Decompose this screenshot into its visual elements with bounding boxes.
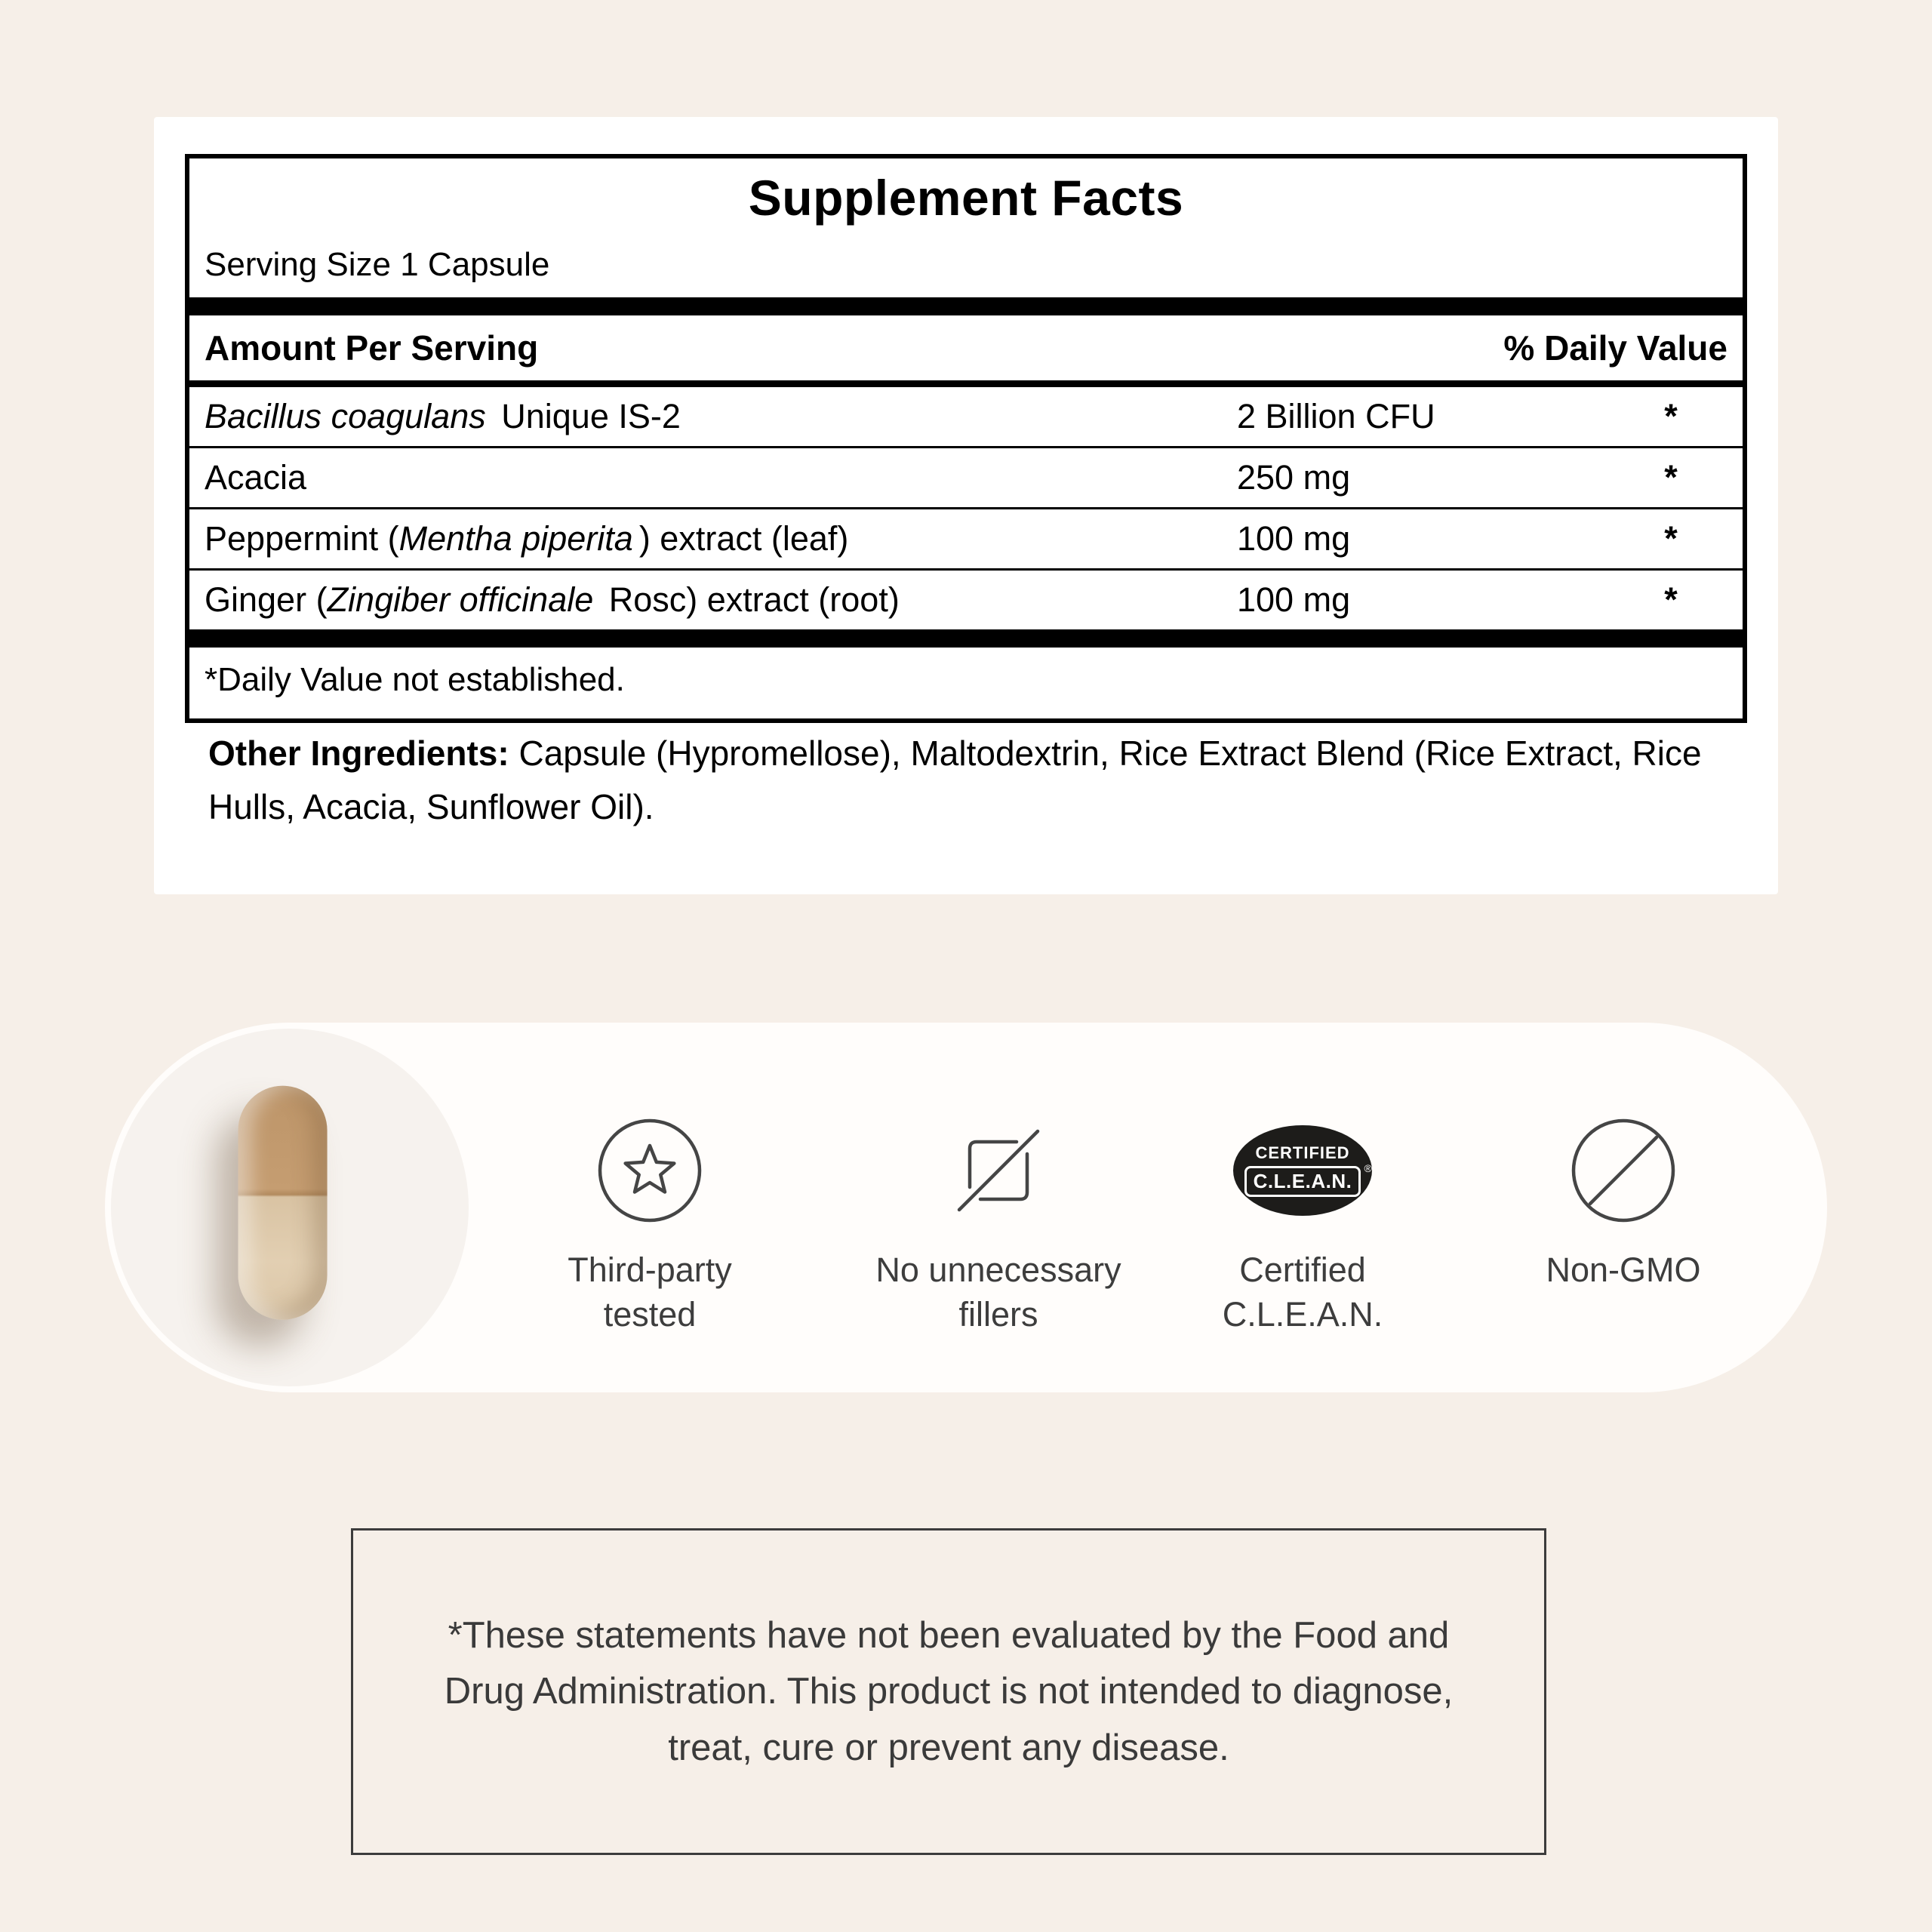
divider-thick-top (189, 297, 1743, 315)
feature-certified-clean (1201, 1112, 1404, 1337)
badge-clean-text: C.L.E.A.N. ® (1244, 1166, 1361, 1197)
divider-header (189, 380, 1743, 387)
ingredient-amount: 100 mg (1237, 519, 1351, 558)
star-circle-icon (596, 1112, 703, 1229)
ingredient-daily-value: * (1664, 580, 1678, 619)
ingredient-amount: 100 mg (1237, 580, 1351, 619)
ingredient-row (189, 387, 1743, 446)
supplement-facts-panel (185, 154, 1747, 723)
other-ingredients-text: Capsule (Hypromellose), Maltodextrin, Rice Extract Blend (Rice Extract, Rice Hulls, Acacia, Sunflower Oil). (208, 734, 1702, 827)
disclaimer-box (351, 1528, 1546, 1855)
feature-label: No unnecessary fillers (875, 1251, 1121, 1334)
other-ingredients-label: Other Ingredients: (208, 734, 509, 773)
ingredient-daily-value: * (1664, 458, 1678, 497)
other-ingredients (208, 727, 1710, 835)
certified-clean-badge (1233, 1112, 1372, 1229)
ingredient-name: Bacillus coagulans Unique IS-2 (205, 397, 681, 435)
supplement-facts-card (154, 117, 1778, 894)
ingredient-daily-value: * (1664, 519, 1678, 558)
ingredient-row (189, 571, 1743, 629)
ingredient-row (189, 509, 1743, 568)
daily-value-footnote: *Daily Value not established. (205, 661, 625, 698)
ingredient-name: Peppermint (Mentha piperita ) extract (leaf) (205, 519, 849, 558)
disclaimer-text: *These statements have not been evaluated by the Food and Drug Administration. This product is not intended to diagnose, treat, cure or prevent any disease. (444, 1614, 1454, 1768)
ingredient-daily-value: * (1664, 397, 1678, 435)
capsule-photo-circle (111, 1029, 469, 1386)
column-header-amount: Amount Per Serving (205, 328, 539, 368)
feature-no-fillers (855, 1112, 1142, 1337)
features-band (105, 1023, 1827, 1392)
ingredient-name: Acacia (205, 458, 307, 497)
serving-size: Serving Size 1 Capsule (205, 246, 550, 283)
registered-mark: ® (1364, 1162, 1373, 1174)
feature-third-party-tested (521, 1112, 778, 1337)
column-header-daily-value: % Daily Value (1503, 328, 1727, 368)
feature-non-gmo (1495, 1112, 1752, 1293)
panel-title: Supplement Facts (748, 170, 1184, 226)
certified-clean-badge-oval (1233, 1125, 1372, 1216)
ingredient-row (189, 448, 1743, 507)
badge-certified-text: CERTIFIED (1255, 1143, 1350, 1162)
ingredient-amount: 250 mg (1237, 458, 1351, 497)
feature-label: Certified C.L.E.A.N. (1222, 1251, 1383, 1334)
feature-label: Third-party tested (568, 1251, 732, 1334)
no-fillers-icon (945, 1112, 1052, 1229)
feature-label: Non-GMO (1546, 1251, 1701, 1289)
divider-thick-bottom (189, 629, 1743, 648)
capsule-photo (238, 1086, 328, 1320)
ingredient-name: Ginger (Zingiber officinale Rosc) extract (root) (205, 580, 900, 619)
column-header-row (189, 315, 1743, 380)
non-gmo-icon (1570, 1112, 1677, 1229)
ingredient-amount: 2 Billion CFU (1237, 397, 1435, 435)
